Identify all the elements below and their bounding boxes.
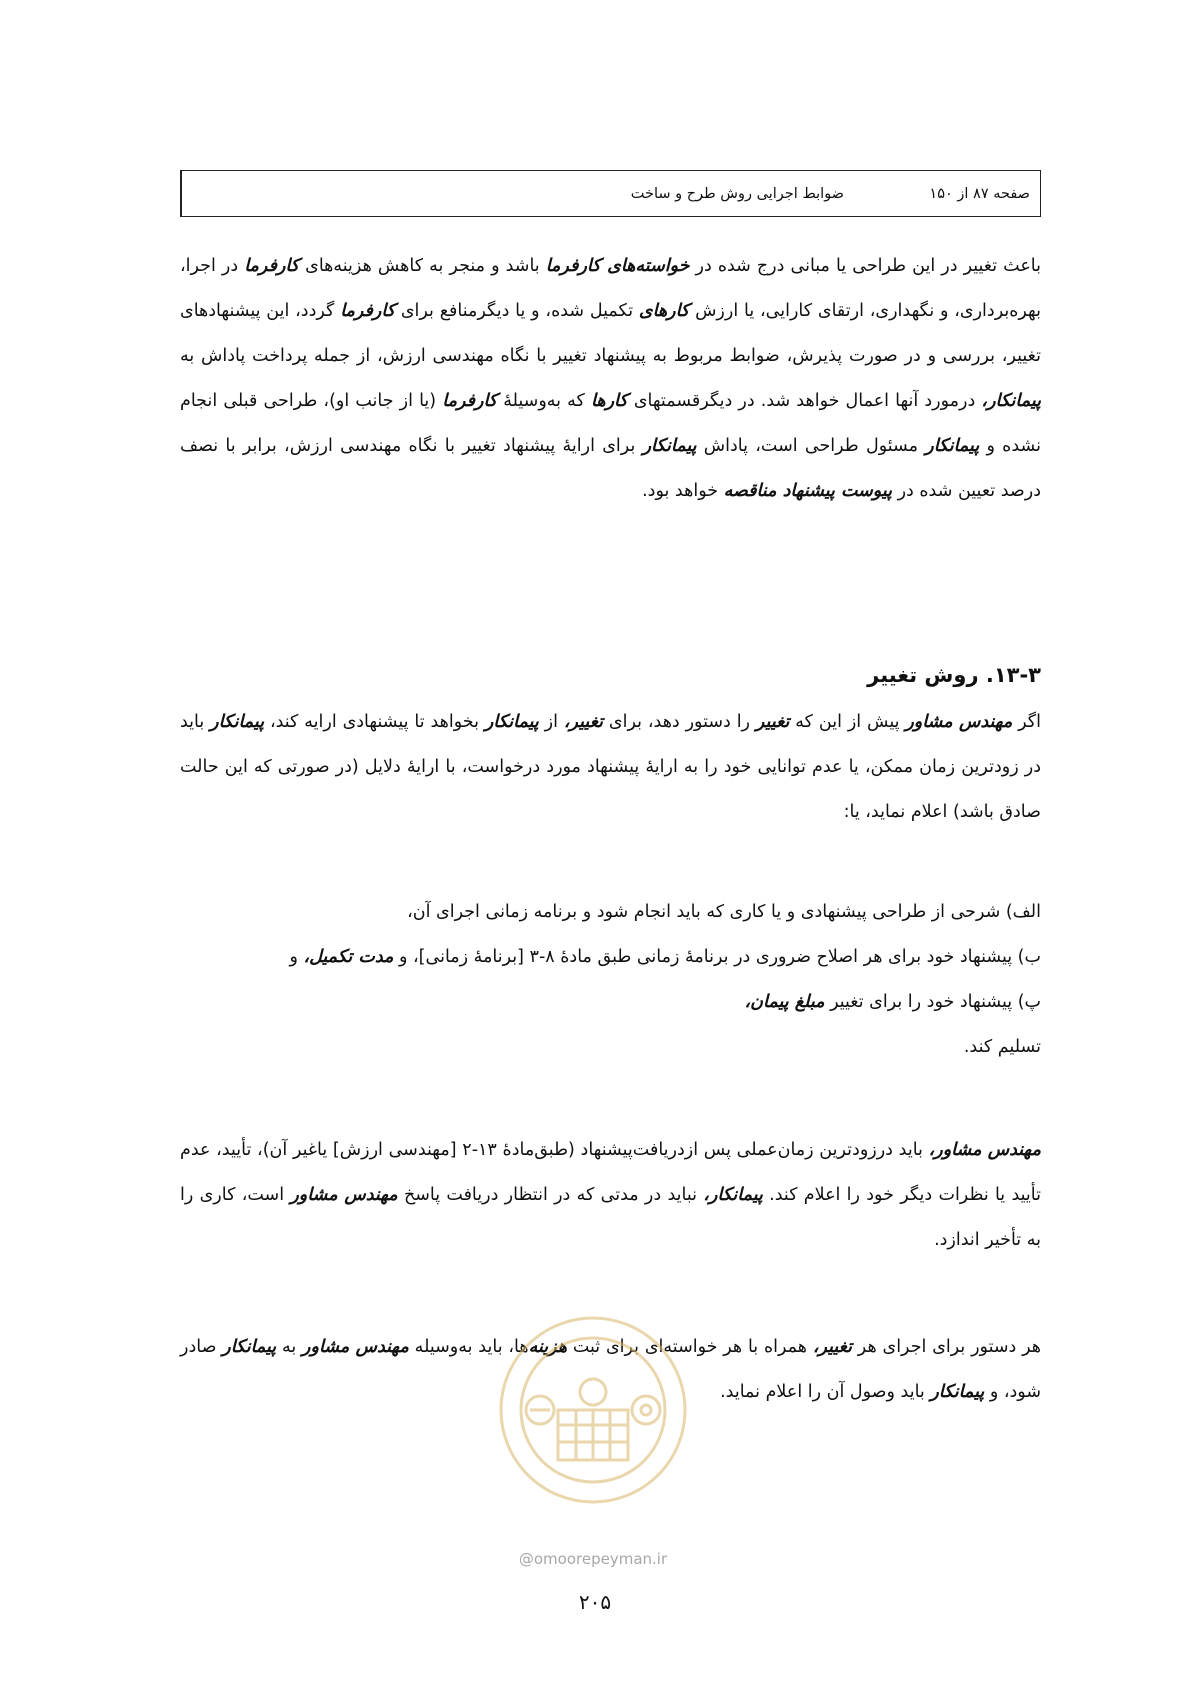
text-run: باعث تغییر در این طراحی یا مبانی درج شده در <box>689 256 1041 276</box>
term-contractor: پیمانکار <box>222 1337 277 1357</box>
term-engineer: مهندس مشاور <box>905 712 1013 732</box>
term-variation: تغییر، <box>812 1337 852 1357</box>
text-run: در اجرا، بهره‌برداری، و نگهداری، ارتقای کارایی، یا ارزش <box>180 256 1041 321</box>
paragraph-variation-instruction <box>180 1325 1041 1415</box>
list-item <box>180 935 1041 980</box>
paragraph-value-engineering <box>180 244 1041 514</box>
text-run: ‌ها، باید به‌وسیله <box>408 1337 529 1357</box>
paragraph-engineer-response <box>180 1128 1041 1263</box>
text-run: است، کاری را به تأخیر اندازد. <box>180 1185 1041 1250</box>
text-run: باید درزودترین زمان‌عملی پس ازدریافت‌پیشنهاد (طبق‌مادهٔ ۱۳-۲ [مهندسی ارزش] یاغیر آن)، تأیید، عدم تأیید یا نظرات دیگر خود را اعلام کند. <box>180 1140 1042 1205</box>
term-employer: کارفرما <box>442 391 498 411</box>
term-contractor: پیمانکار <box>210 712 265 732</box>
term-employer-requirements: خواسته‌های کارفرما <box>545 256 690 276</box>
text-run: درمورد آنها اعمال خواهد شد. در دیگرقسمتهای <box>627 391 982 411</box>
term-employer: کارفرما <box>244 256 300 276</box>
document-title: ضوابط اجرایی روش طرح و ساخت <box>181 171 854 216</box>
text-run: همراه با هر خواسته‌ای برای ثبت <box>567 1337 813 1357</box>
term-cost: هزینه <box>528 1337 568 1357</box>
watermark-url: @omoorepeyman.ir <box>518 1550 668 1568</box>
text-run: هر دستور برای اجرای هر <box>852 1337 1042 1357</box>
term-variation: تغییر <box>755 712 790 732</box>
section-heading: ۱۳-۳. روش تغییر <box>867 663 1041 687</box>
text-run: باید وصول آن را اعلام نماید. <box>720 1382 931 1402</box>
text-run: صادر شود، و <box>180 1337 1041 1402</box>
term-contract-price: مبلغ پیمان، <box>744 992 825 1012</box>
text-run: باید در زودترین زمان ممکن، یا عدم توانایی خود را به ارایهٔ پیشنهاد مورد درخواست، با ارایهٔ دلایل (در صورتی که این حالت صادق باشد) اعلام نماید، یا: <box>180 712 1041 822</box>
term-contractor: پیمانکار <box>925 436 980 456</box>
list-item-text: ب) پیشنهاد خود برای هر اصلاح ضروری در برنامهٔ زمانی طبق مادهٔ ۸-۳ [برنامهٔ زمانی]، و <box>393 947 1041 967</box>
list-item-text: و <box>289 947 304 967</box>
term-variation: تغییر، <box>563 712 604 732</box>
term-contractor: پیمانکار، <box>703 1185 763 1205</box>
submission-list <box>180 890 1041 1070</box>
page-counter: صفحه ۸۷ از ۱۵۰ <box>929 185 1030 202</box>
list-closing-text: تسلیم کند. <box>963 1037 1041 1057</box>
text-run: بخواهد تا پیشنهادی ارایه کند، <box>264 712 485 732</box>
term-appendix-to-tender: پیوست پیشنهاد مناقصه <box>723 481 892 501</box>
list-item-text: پ) پیشنهاد خود را برای تغییر <box>824 992 1041 1012</box>
term-contractor: پیمانکار <box>930 1382 985 1402</box>
text-run: از <box>538 712 564 732</box>
term-engineer: مهندس مشاور، <box>928 1140 1041 1160</box>
text-run: (یا از جانب او)، طراحی قبلی انجام نشده و <box>180 391 1041 456</box>
text-run: باشد و منجر به کاهش هزینه‌های <box>299 256 546 276</box>
text-run: نباید در مدتی که در انتظار دریافت پاسخ <box>397 1185 704 1205</box>
text-run: گردد، این پیشنهادهای تغییر، بررسی و در صورت پذیرش، ضوابط مربوط به پیشنهاد تغییر با نگاه مهندسی ارزش، از جمله پرداخت پاداش به <box>180 301 1041 366</box>
paragraph-variation-procedure <box>180 700 1041 835</box>
term-works: کارهای <box>638 301 690 321</box>
term-contractor: پیمانکار <box>642 436 697 456</box>
text-run: برای ارایهٔ پیشنهاد تغییر با نگاه مهندسی ارزش، برابر با نصف درصد تعیین شده در <box>180 436 1041 501</box>
text-run: به <box>276 1337 303 1357</box>
text-run: پیش از این که <box>789 712 906 732</box>
page-number: ۲۰۵ <box>578 1590 612 1614</box>
term-employer: کارفرما <box>340 301 396 321</box>
term-works: کارها <box>591 391 628 411</box>
list-closing <box>180 1025 1041 1070</box>
term-engineer: مهندس مشاور <box>290 1185 398 1205</box>
text-run: مسئول طراحی است، پاداش <box>696 436 926 456</box>
term-engineer: مهندس مشاور <box>302 1337 409 1357</box>
list-item <box>180 980 1041 1025</box>
term-contractor: پیمانکار <box>484 712 539 732</box>
text-run: خواهد بود. <box>642 481 724 501</box>
text-run: تکمیل شده، و یا دیگرمنافع برای <box>395 301 639 321</box>
text-run: اگر <box>1012 712 1041 732</box>
term-contractor: پیمانکار، <box>981 391 1041 411</box>
list-item-text: الف) شرحی از طراحی پیشنهادی و یا کاری که باید انجام شود و برنامه زمانی اجرای آن، <box>407 902 1041 922</box>
term-time-for-completion: مدت تکمیل، <box>303 947 394 967</box>
list-item <box>180 890 1041 935</box>
page-header-table <box>180 170 1041 217</box>
text-run: را دستور دهد، برای <box>603 712 756 732</box>
text-run: که به‌وسیلهٔ <box>497 391 592 411</box>
